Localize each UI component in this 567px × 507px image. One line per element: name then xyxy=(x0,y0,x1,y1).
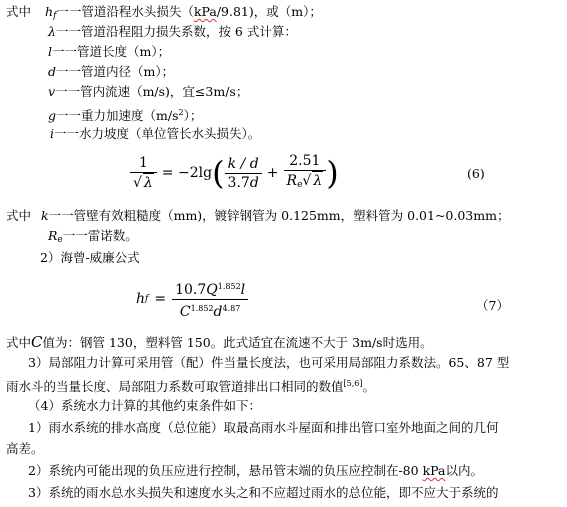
eq6-equals: = −2lg xyxy=(161,165,213,181)
para-4-3 xyxy=(28,485,498,501)
symbol-v: v xyxy=(48,84,56,99)
def-text: 一一管道沿程阻力损失系数，按 6 式计算： xyxy=(55,24,297,39)
eq7-denominator xyxy=(172,300,248,321)
eq7-l: l xyxy=(240,281,246,298)
section-heading-hazen-williams xyxy=(40,250,140,266)
def-text-tail: ）； xyxy=(183,108,203,123)
symbol-k: k xyxy=(41,208,49,223)
eq6-right-paren: ) xyxy=(326,154,339,192)
def-line-re xyxy=(48,228,138,248)
eq6-term2 xyxy=(284,152,327,194)
para-text-tail: 。 xyxy=(362,379,375,394)
def-line-g xyxy=(48,105,202,124)
eq6-left-paren: ( xyxy=(212,154,225,192)
para-c-value xyxy=(6,334,433,351)
eq6-lhs-fraction xyxy=(130,154,157,192)
def-text-tail: /9.81)，或（m）； xyxy=(216,4,322,19)
def-prefix: 式中 xyxy=(6,4,32,19)
eq6-term1-numerator: k / d xyxy=(225,155,262,174)
def-text: 一一管道内径（m）； xyxy=(56,64,175,79)
eq7-h: h xyxy=(136,291,146,307)
eq6-term2-denominator: $R_e√$ λ xyxy=(286,173,323,190)
para-3-line2 xyxy=(6,376,375,395)
unit-kpa: kPa xyxy=(193,4,217,19)
unit-kpa: kPa xyxy=(422,463,446,478)
eq6-lhs-numerator: 1 xyxy=(130,154,157,173)
symbol-re-sub: e xyxy=(57,235,63,245)
eq6-d: d xyxy=(249,174,259,191)
para-text: （4）系统水力计算的其他约束条件如下： xyxy=(28,398,261,413)
eq6-term2-numerator: 2.51 xyxy=(284,152,327,171)
def-line-i xyxy=(50,126,260,142)
para-4-1-line2 xyxy=(6,441,44,457)
symbol-g: g xyxy=(48,108,57,123)
eq6-lambda-2: λ xyxy=(313,173,323,189)
eq6-plus: + xyxy=(266,165,279,181)
para-text: 值为：钢管 130，塑料管 150。此式适宜在流速不大于 3m/s时选用。 xyxy=(42,335,433,350)
symbol-lambda: λ xyxy=(48,24,56,39)
eq7-fraction xyxy=(172,278,248,321)
symbol-d: d xyxy=(48,64,57,79)
para-4-2 xyxy=(28,463,483,479)
equation-7-number: （7） xyxy=(476,298,509,313)
eq6-term1 xyxy=(225,155,262,192)
symbol-h: h xyxy=(45,4,54,19)
eq6-const-37: 3.7 xyxy=(227,174,250,191)
eq7-numerator xyxy=(172,278,248,300)
def-text: 一一重力加速度（m/s xyxy=(56,108,179,123)
def-text: 一一管内流速（m/s)，宜≤3m/s； xyxy=(55,84,249,99)
eq7-d-exp: 4.87 xyxy=(222,303,241,313)
para-4-heading xyxy=(28,398,261,414)
def-text: 一一水力坡度（单位管长水头损失）。 xyxy=(54,126,261,141)
eq6-lambda: λ xyxy=(143,175,153,191)
citation-ref: [5,6] xyxy=(343,379,363,388)
eq6-re: R xyxy=(286,173,298,189)
para-text: 3）系统的雨水总水头损失和速度水头之和不应超过雨水的总位能，即不应大于系统的 xyxy=(28,485,499,500)
superscript: 2 xyxy=(178,108,184,117)
def-line-d xyxy=(48,64,174,80)
symbol-re: R xyxy=(48,228,58,243)
eq7-d: d xyxy=(213,303,223,320)
symbol-h-subscript: f xyxy=(53,11,57,21)
symbol-i: i xyxy=(50,126,54,141)
para-text: 雨水斗的当量长度、局部阻力系数可取管道排出口相同的数值 xyxy=(6,379,344,394)
para-text: 2）系统内可能出现的负压应进行控制，悬吊管末端的负压应控制在-80 xyxy=(28,463,423,478)
para-4-1-line1 xyxy=(28,420,498,436)
def-prefix: 式中 xyxy=(6,335,32,350)
para-text-tail: 以内。 xyxy=(445,463,483,478)
eq7-q-exp: 1.852 xyxy=(217,281,241,291)
para-text: 1）雨水系统的排水高度（总位能）取最高雨水斗屋面和排出管口室外地面之间的几何 xyxy=(28,420,499,435)
eq6-re-sub: e xyxy=(297,180,303,190)
para-text: 高差。 xyxy=(6,441,44,456)
def-text: 一一雷诺数。 xyxy=(62,228,138,243)
eq7-c: C xyxy=(179,303,191,320)
eq6-term1-denominator xyxy=(225,174,262,192)
def-line-l xyxy=(48,44,170,60)
equation-6-number: (6) xyxy=(467,166,485,181)
def-text: 一一管道长度（m）； xyxy=(52,44,171,59)
eq6-lhs-denominator: √ λ xyxy=(133,175,153,191)
symbol-c: C xyxy=(31,333,43,351)
para-3-line1 xyxy=(28,355,509,371)
def-line-hf xyxy=(6,4,322,24)
def-line-k xyxy=(6,208,509,224)
eq7-c-exp: 1.852 xyxy=(190,303,214,313)
def-text: 一一管道沿程水头损失（ xyxy=(56,4,194,19)
def-text: 一一管壁有效粗糙度（mm)，镀锌钢管为 0.125mm，塑料管为 0.01~0.03mm； xyxy=(48,208,510,223)
heading-text: 2）海曾-威廉公式 xyxy=(40,250,140,265)
eq7-h-sub: f xyxy=(145,294,149,304)
def-line-v xyxy=(48,84,248,100)
def-line-lambda xyxy=(48,24,297,40)
para-text: 3）局部阻力计算可采用管（配）件当量长度法，也可采用局部阻力系数法。65、87 型 xyxy=(28,355,510,370)
eq7-q: Q xyxy=(206,281,218,298)
eq7-equals: = xyxy=(154,291,167,307)
equation-7 xyxy=(136,274,248,324)
symbol-l: l xyxy=(48,44,52,59)
def-prefix: 式中 xyxy=(6,208,32,223)
eq7-coef: 10.7 xyxy=(175,281,207,298)
equation-6 xyxy=(130,148,339,198)
